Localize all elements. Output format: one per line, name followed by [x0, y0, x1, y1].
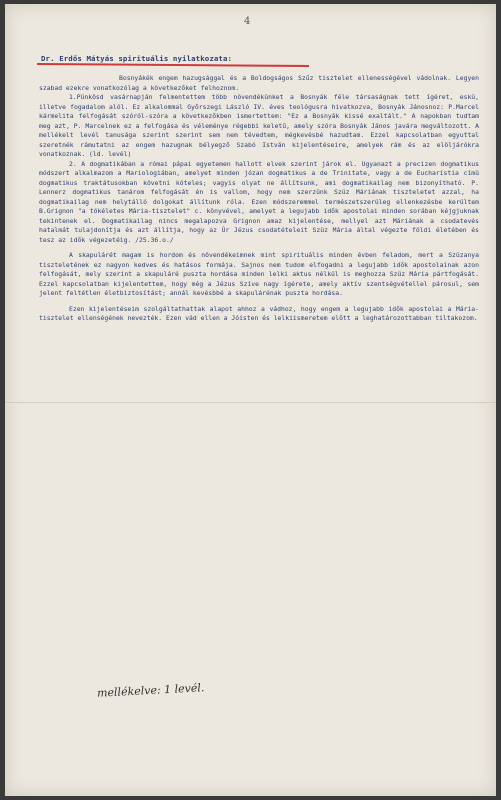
paragraph-point-1: 1.Pünkösd vasárnapján felmentettem több növendékünket a Bosnyák féle társaságnak tett ígéret, eskü, illetve fogadalom alól. Ez alkalommal Győrszegi László IV. éves teológusra hivatkozva, Bosnyák Jánosnoz: P.Marcel kármelita felfogását szóról-szóra a következőkben ismertettem: "Ez a Bosnyák kissé exaltált." A napokban tudtam meg azt, P. Marcelnek ez a felfogása és véleménye régebbi keletű, amely szóra Bosnyák János javára megváltozott. A mellékelt levél tanusága szerint szerint sem nem tévedtem, mégkevésbé hazudtam. Ezzel kapcsolatban egyuttal szeretnék rámutatni az engem hazugnak bélyegző Szabó István kijelentéseire, amelyek rám és az elöljárókra vonatkoznak. (ld. levél): [39, 93, 479, 158]
title-underline: [37, 63, 309, 67]
document-title: Dr. Erdős Mátyás spirituális nyilatkozata:: [41, 54, 233, 63]
paragraph-scapular: A skapulárét magam is hordom és növendékeimnek mint spirituális minden évben feladom, mert a Szüzanya tiszteletének ez nagyon kedves és hatásos formája. Sajnos nem tudom elfogadni a legujabb idők apostolainak azon felfogását, mely szerint a skapuláré puszta hordása minden lelki aktus nélkül is meghozza Szüz Mária pártfogását. Ezzel kapcsolatban kijelentettem, hogy még a Jézus Szíve nagy ígérete, amely aktív szentségvétellel párosul, sem jelent feltétlen életbiztosítást; annál kevésbbé a skapulárénak puszta hordása.: [39, 251, 479, 297]
document-body: [39, 74, 479, 324]
paragraph-conclusion: Ezen kijelentéseim szolgáltathattak alapot ahhoz a vádhoz, hogy engem a legujabb idők apostolai a Mária-tisztelet ellenségének nevezték. Ezen vád ellen a Jóisten és lelkiismeretem előtt a leghatározottabban tiltakozom.: [39, 304, 479, 322]
page-number: 4: [244, 16, 251, 27]
handwritten-note: mellékelve: 1 levél.: [96, 681, 205, 700]
document-page: [5, 4, 496, 796]
paragraph-intro: Bosnyákék engem hazugsággal és a Boldogságos Szűz tisztelet ellenességével vádolnak. Legyen szabad ezekre vonatkozólag a következőket felhoznom.: [39, 74, 479, 92]
paragraph-point-2: 2. A dogmatikában a római pápai egyetemen hallott elvek szerint járok el. Ugyanazt a precizen dogmatikus módszert alkalmazom a Mariologiában, amelyet minden józan dogmatikus a de Trinitate, vagy a de Eucharistia címü dogmatikus traktátusokban követni köteles; vagyis olyat ne állítsunk, ami dogmatikailag nem bizonyítható. P. Lennerz dogmatikus tanárom felfogását én is vallom, hogy nem szerzünk Szüz Máriának tiszteletet azzal, ha dogmatikailag nem helytálló dolgokat állítunk róla. Ezen módszeremmel természetszerüleg ellenkezésbe kerültem B.Grignon "a tökéletes Mária-tisztelet" c. könyvével, amelyet a legujabb idők apostolai minden sorában kéjgjuknak tekintenek el. Dogmatikailag nincs megalapozva Grignon amaz kijelentése, mellyel azt Máriának a csodatevés hatalmát tulajdonítja és azt állítja, hogy az Úr Jézus csodatételeit Szüz Mária által végezte földi életében és tesz az idők végezetéig. /25.36.o./: [39, 159, 479, 244]
paper-fold: [5, 402, 496, 404]
